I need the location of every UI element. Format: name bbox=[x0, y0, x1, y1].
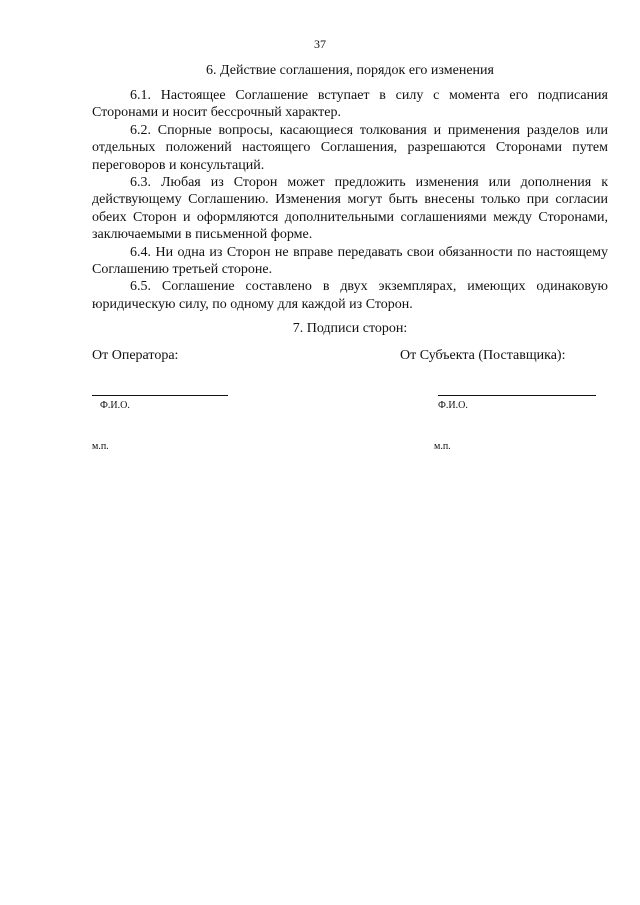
operator-stamp-caption: м.п. bbox=[92, 441, 109, 452]
subject-label: От Субъекта (Поставщика): bbox=[400, 348, 566, 363]
section-6-heading: 6. Действие соглашения, порядок его изменения bbox=[206, 63, 494, 78]
clause-6-4: 6.4. Ни одна из Сторон не вправе передавать свои обязанности по настоящему Соглашению третьей стороне. bbox=[92, 244, 608, 278]
subject-fio-caption: Ф.И.О. bbox=[438, 400, 468, 411]
operator-signature-line bbox=[92, 395, 228, 396]
section-6-clauses bbox=[92, 87, 608, 313]
clause-6-3: 6.3. Любая из Сторон может предложить изменения или дополнения к действующему Соглашению. Изменения могут быть внесены только при согласии обеих Сторон и оформляются дополнительными соглашениями между Сторонами, заключаемыми в письменной форме. bbox=[92, 175, 608, 243]
operator-signature-block bbox=[92, 347, 272, 453]
subject-stamp-caption: м.п. bbox=[434, 441, 451, 452]
clause-6-5: 6.5. Соглашение составлено в двух экземплярах, имеющих одинаковую юридическую силу, по одному для каждой из Сторон. bbox=[92, 279, 608, 312]
clause-6-1: 6.1. Настоящее Соглашение вступает в силу с момента его подписания Сторонами и носит бессрочный характер. bbox=[92, 88, 608, 121]
subject-signature-block bbox=[400, 347, 610, 453]
operator-label: От Оператора: bbox=[92, 348, 179, 363]
operator-fio-caption: Ф.И.О. bbox=[100, 400, 130, 411]
page-number: 37 bbox=[314, 37, 326, 51]
subject-signature-line bbox=[438, 395, 596, 396]
section-7-heading: 7. Подписи сторон: bbox=[292, 321, 408, 336]
clause-6-2: 6.2. Спорные вопросы, касающиеся толкования и применения разделов или отдельных положений настоящего Соглашения, разрешаются Сторонами путем переговоров и консультаций. bbox=[92, 122, 608, 173]
